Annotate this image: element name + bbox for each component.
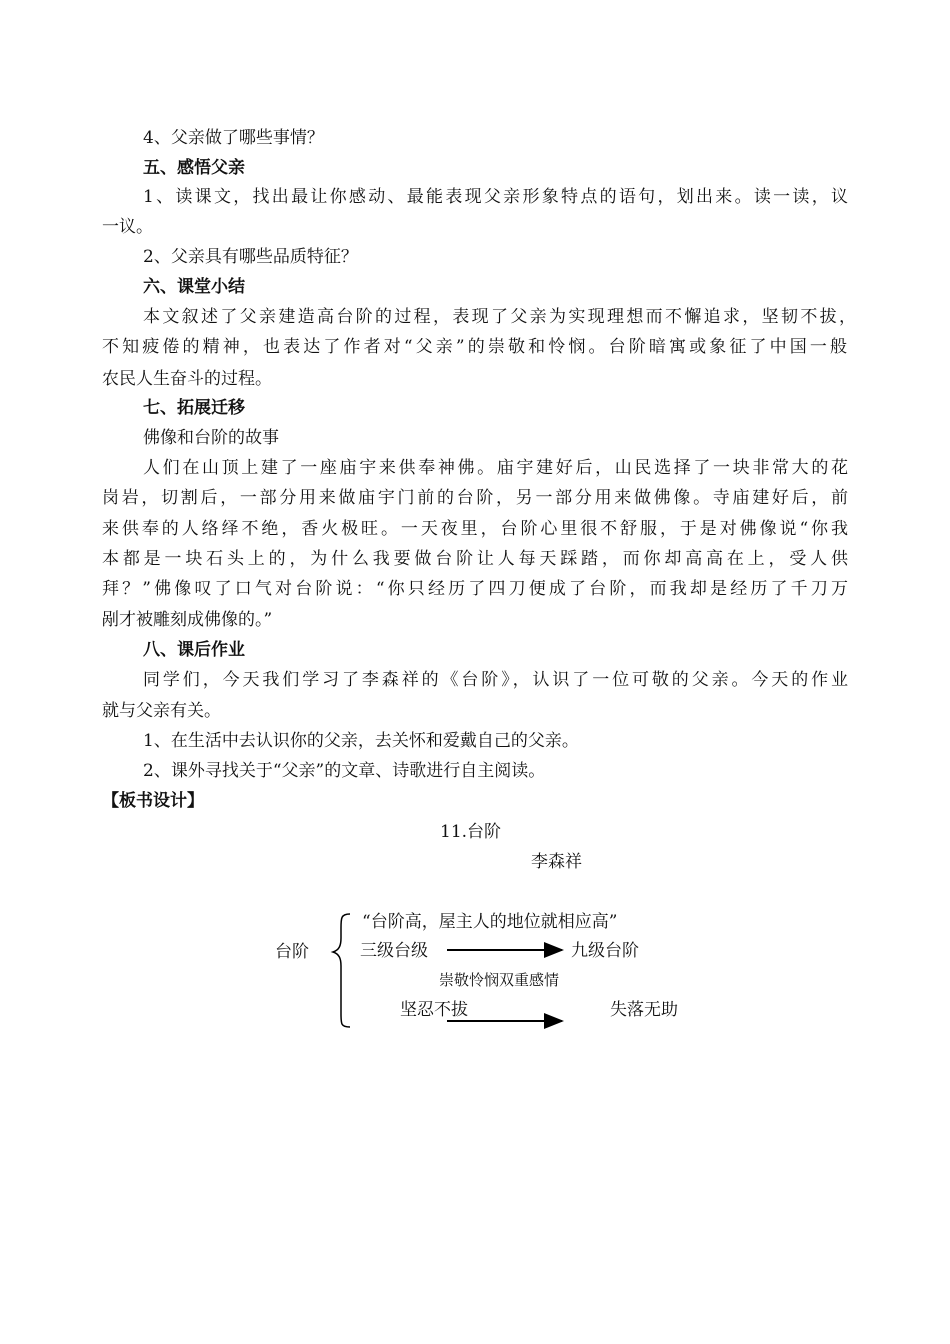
section-7-heading: 七、拓展迁移 <box>143 398 245 418</box>
section-5-item-2: 2、父亲具有哪些品质特征？ <box>143 247 358 267</box>
story-line-5: 拜？”佛像叹了口气对台阶说：“你只经历了四刀便成了台阶，而我却是经历了千刀万 <box>102 579 848 599</box>
board-design-heading: 【板书设计】 <box>102 791 204 811</box>
section-8-item-2: 2、课外寻找关于“父亲”的文章、诗歌进行自主阅读。 <box>143 761 546 781</box>
curly-brace <box>333 914 350 1027</box>
question-4: 4、父亲做了哪些事情？ <box>143 128 324 148</box>
board-to-1: 九级台阶 <box>571 941 639 961</box>
board-from-1: 三级台级 <box>360 941 428 961</box>
story-line-6: 剐才被雕刻成佛像的。” <box>102 610 273 630</box>
board-root: 台阶 <box>275 942 309 962</box>
section-8-paragraph-line-2: 就与父亲有关。 <box>102 701 221 721</box>
section-5-heading: 五、感悟父亲 <box>143 158 245 178</box>
section-8-item-1: 1、在生活中去认识你的父亲，去关怀和爱戴自己的父亲。 <box>143 731 579 751</box>
section-6-paragraph-line-3: 农民人生奋斗的过程。 <box>102 369 272 389</box>
section-6-heading: 六、课堂小结 <box>143 277 245 297</box>
story-line-1: 人们在山顶上建了一座庙宇来供奉神佛。庙宇建好后，山民选择了一块非常大的花 <box>143 458 848 478</box>
board-author: 李森祥 <box>531 852 582 872</box>
board-to-2: 失落无助 <box>610 1000 678 1020</box>
story-title: 佛像和台阶的故事 <box>143 428 279 448</box>
board-title: 11.台阶 <box>440 822 502 842</box>
section-8-heading: 八、课后作业 <box>143 640 245 660</box>
board-quote: “台阶高，屋主人的地位就相应高” <box>362 912 618 932</box>
section-6-paragraph-line-1: 本文叙述了父亲建造高台阶的过程，表现了父亲为实现理想而不懈追求，坚韧不拔， <box>143 307 856 327</box>
story-line-3: 来供奉的人络绎不绝，香火极旺。一天夜里，台阶心里很不舒服，于是对佛像说“你我 <box>102 519 848 539</box>
section-8-paragraph-line-1: 同学们，今天我们学习了李森祥的《台阶》，认识了一位可敬的父亲。今天的作业 <box>143 670 848 690</box>
story-line-4: 本都是一块石头上的，为什么我要做台阶让人每天踩踏，而你却高高在上，受人供 <box>102 549 848 569</box>
board-middle: 崇敬怜悯双重感情 <box>439 971 560 989</box>
section-5-item-1-line-2: 一议。 <box>102 217 153 237</box>
section-5-item-1-line-1: 1、读课文，找出最让你感动、最能表现父亲形象特点的语句，划出来。读一读，议 <box>143 187 848 207</box>
story-line-2: 岗岩，切割后，一部分用来做庙宇门前的台阶，另一部分用来做佛像。寺庙建好后，前 <box>102 488 848 508</box>
section-6-paragraph-line-2: 不知疲倦的精神，也表达了作者对“父亲”的崇敬和怜悯。台阶暗寓或象征了中国一般 <box>102 337 847 357</box>
board-from-2: 坚忍不拔 <box>400 1000 468 1020</box>
